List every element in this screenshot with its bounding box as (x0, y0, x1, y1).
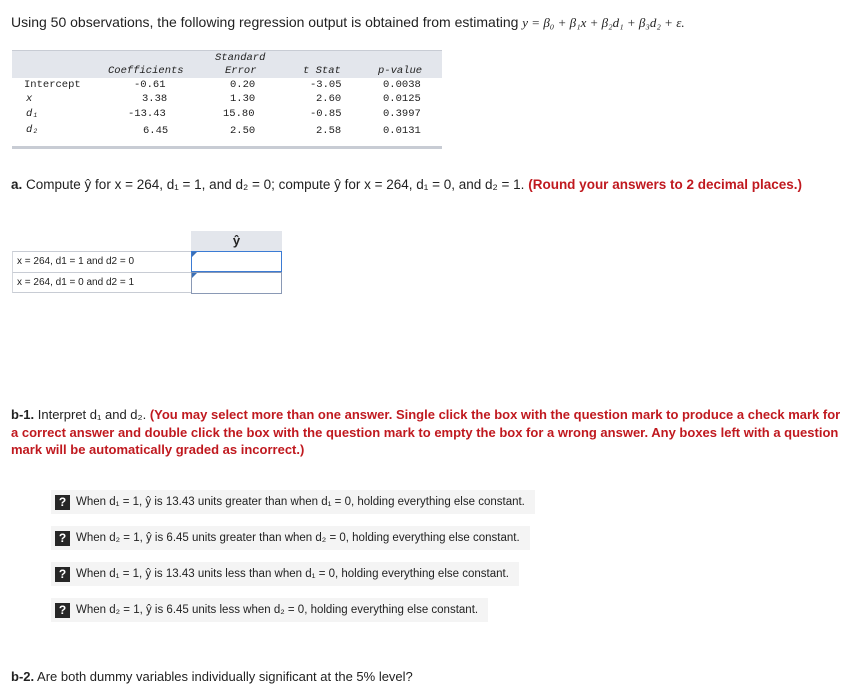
regression-output-table (12, 50, 442, 151)
option-1-text: When d₁ = 1, ŷ is 13.43 units greater than when d₁ = 0, holding everything else constant. (76, 496, 525, 508)
question-mark-checkbox-2[interactable]: ? (55, 531, 70, 546)
t-d1: -0.85 (310, 108, 342, 120)
part-a-question (11, 176, 841, 194)
coef-d2: 6.45 (143, 125, 169, 137)
se-x: 1.30 (230, 93, 256, 105)
header-error: Error (225, 65, 257, 77)
option-1[interactable] (51, 490, 535, 514)
intro-sentence: Using 50 observations, the following regression output is obtained from estimating (11, 14, 519, 30)
p-d1: 0.3997 (383, 108, 421, 120)
part-a-label: a. (11, 177, 23, 192)
coef-intercept: -0.61 (134, 79, 166, 91)
option-3-text: When d₁ = 1, ŷ is 13.43 units less than when d₁ = 0, holding everything else constant. (76, 568, 509, 580)
p-d2: 0.0131 (383, 125, 421, 137)
header-standard: Standard (215, 52, 266, 64)
option-4[interactable] (51, 598, 488, 622)
option-2-text: When d₂ = 1, ŷ is 6.45 units greater than when d₂ = 0, holding everything else constant. (76, 532, 520, 544)
grid-header-yhat: ŷ (191, 231, 282, 251)
coef-d1: -13.43 (128, 108, 166, 120)
part-a-instruction: (Round your answers to 2 decimal places.) (528, 177, 803, 192)
yhat-input-1[interactable] (191, 251, 282, 272)
grid-row-label-1: x = 264, d1 = 1 and d2 = 0 (12, 251, 191, 272)
option-3[interactable] (51, 562, 519, 586)
row-name-intercept: Intercept (24, 79, 81, 91)
row-name-d1: d₁ (26, 108, 39, 120)
p-intercept: 0.0038 (383, 79, 421, 91)
part-a-text: Compute ŷ for x = 264, d₁ = 1, and d₂ = 0; compute ŷ for x = 264, d₁ = 0, and d₂ = 1. (26, 177, 525, 192)
se-intercept: 0.20 (230, 79, 256, 91)
grid-row-label-2: x = 264, d1 = 0 and d2 = 1 (12, 272, 191, 293)
regression-equation: y = β₀ + β₁x + β₂d₁ + β₃d₂ + ε. (522, 15, 685, 30)
input-marker-icon (192, 252, 197, 257)
t-x: 2.60 (316, 93, 342, 105)
part-b2-text: Are both dummy variables individually significant at the 5% level? (37, 669, 413, 684)
part-b2-question (11, 669, 413, 684)
input-marker-icon (192, 273, 197, 278)
question-mark-checkbox-4[interactable]: ? (55, 603, 70, 618)
part-b1-question (11, 406, 851, 459)
question-mark-checkbox-1[interactable]: ? (55, 495, 70, 510)
table-bottom-rule (12, 146, 442, 149)
intro-text (11, 14, 685, 31)
part-b1-instruction: (You may select more than one answer. Single click the box with the question mark to produce a check mark for a correct answer and double click the box with the question mark to empty the box for a wrong answer. Any boxes left with a question mark will be automatically graded as incorrect.) (11, 407, 841, 457)
row-name-x: x (26, 93, 33, 105)
yhat-input-2[interactable] (191, 272, 282, 294)
row-name-d2: d₂ (26, 124, 39, 136)
option-4-text: When d₂ = 1, ŷ is 6.45 units less when d₂ = 0, holding everything else constant. (76, 604, 479, 616)
t-intercept: -3.05 (310, 79, 342, 91)
p-x: 0.0125 (383, 93, 421, 105)
header-p-value: p-value (378, 65, 423, 77)
se-d1: 15.80 (223, 108, 255, 120)
option-2[interactable] (51, 526, 530, 550)
part-b1-label: b-1. (11, 407, 35, 422)
grid-corner (12, 231, 191, 251)
header-coefficients: Coefficients (108, 65, 184, 77)
question-mark-checkbox-3[interactable]: ? (55, 567, 70, 582)
part-b1-text: Interpret d₁ and d₂. (37, 407, 147, 422)
t-d2: 2.58 (316, 125, 342, 137)
coef-x: 3.38 (142, 93, 168, 105)
table-top-rule (12, 50, 442, 51)
header-t-stat: t Stat (303, 65, 341, 77)
se-d2: 2.50 (230, 125, 256, 137)
part-b2-label: b-2. (11, 669, 35, 684)
